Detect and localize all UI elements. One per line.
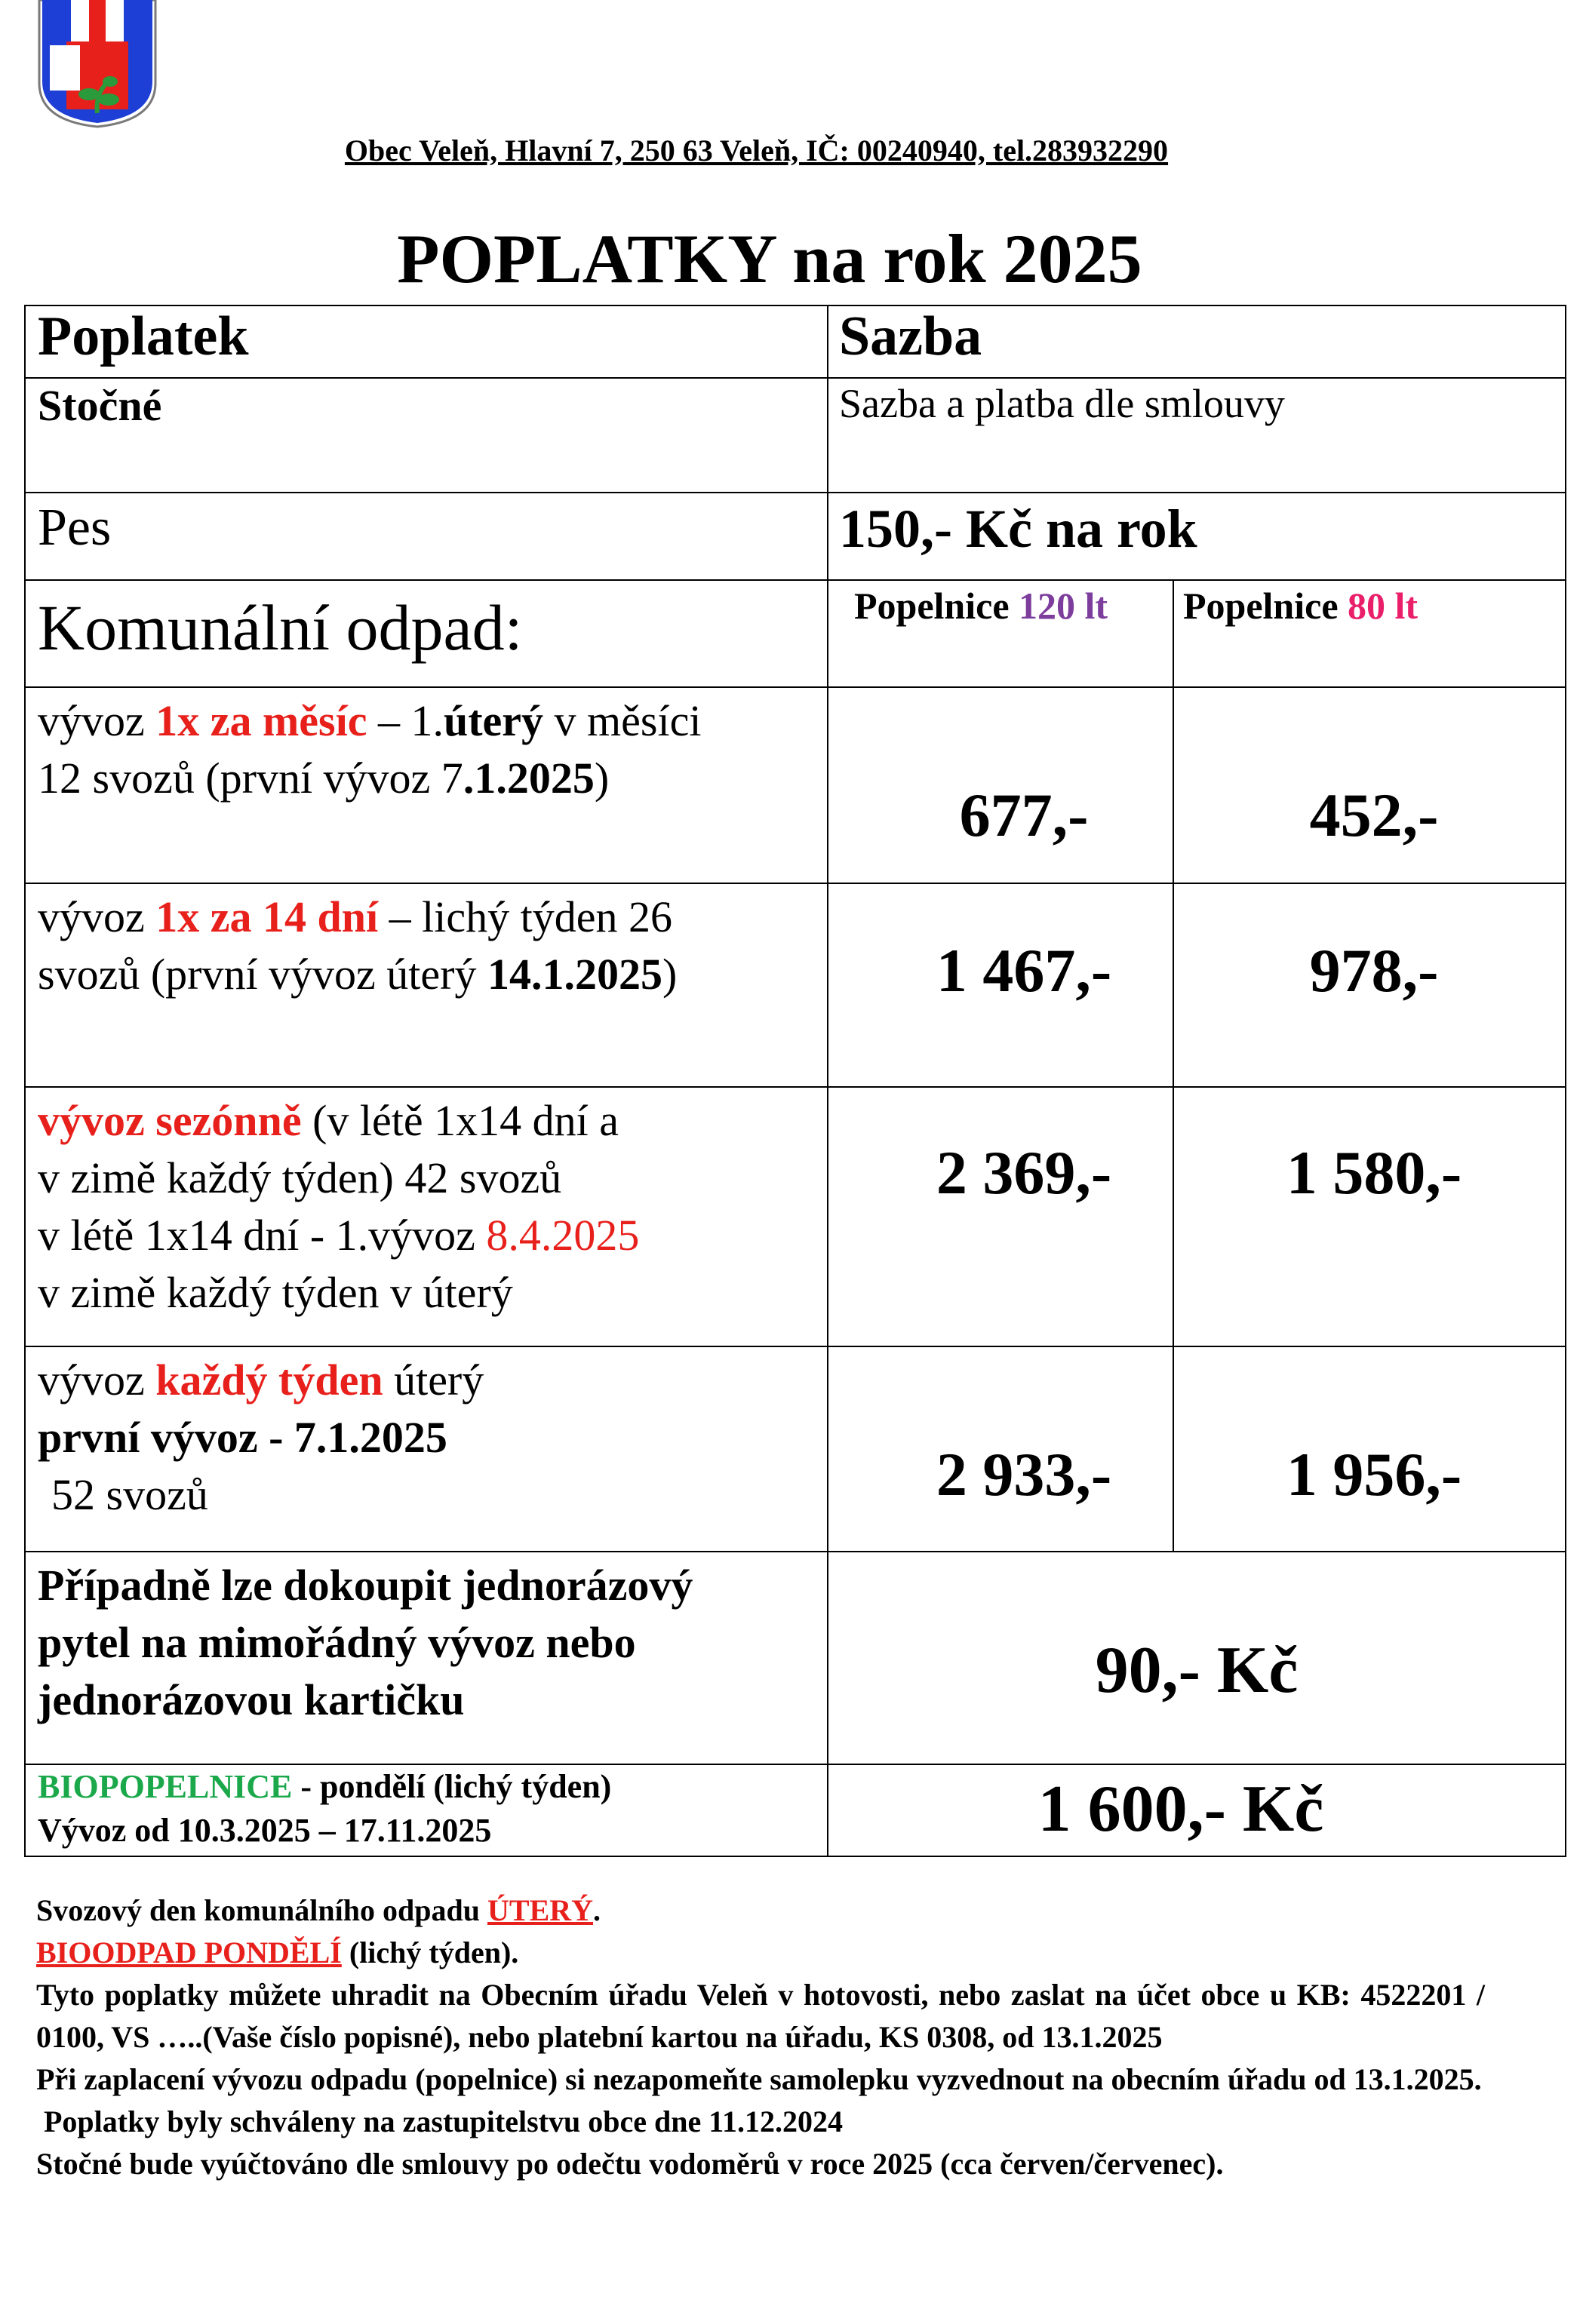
row4-text: vývoz <box>38 1355 156 1405</box>
row6-description <box>38 1765 611 1853</box>
row1-text: v měsíci <box>543 696 702 745</box>
table-border <box>24 492 1566 493</box>
bin-120-size: 120 lt <box>1019 585 1108 627</box>
table-border <box>24 377 1566 379</box>
row3-price-80: 1 580,- <box>1286 1138 1462 1207</box>
row1-text: vývoz <box>38 696 156 745</box>
row3-text: v zimě každý týden) 42 svozů <box>38 1153 562 1202</box>
column-header-rate: Sazba <box>839 305 982 367</box>
waste-label: Komunální odpad: <box>38 591 523 664</box>
table-border <box>827 305 828 1857</box>
row6-price: 1 600,- Kč <box>1037 1773 1324 1846</box>
page-title: POPLATKY na rok 2025 <box>397 220 1142 297</box>
row3-text: v létě 1x14 dní - 1.vývoz <box>38 1211 487 1260</box>
municipality-address: Obec Veleň, Hlavní 7, 250 63 Veleň, IČ: 00240940, tel.283932290 <box>344 134 1169 167</box>
note-text: (lichý týden). <box>341 1936 519 1969</box>
row2-text: vývoz <box>38 892 156 941</box>
table-border <box>1565 305 1566 1857</box>
row2-date: 14.1.2025 <box>487 950 662 999</box>
column-header-fee: Poplatek <box>38 305 249 367</box>
row1-day: úterý <box>443 696 544 745</box>
stocne-rate: Sazba a platba dle smlouvy <box>839 381 1285 426</box>
table-border <box>24 1346 1566 1347</box>
row4-text: 52 svozů <box>51 1470 208 1519</box>
row6-text: Vývoz od 10.3.2025 – 17.11.2025 <box>38 1812 492 1849</box>
row3-text: (v létě 1x14 dní a <box>301 1096 619 1145</box>
note-day-highlight: ÚTERÝ <box>487 1893 594 1927</box>
row5-text: jednorázovou kartičku <box>38 1675 465 1724</box>
table-border <box>1173 579 1174 1551</box>
note-collection-day <box>36 1890 1485 1932</box>
row3-price-120: 2 369,- <box>936 1138 1112 1207</box>
row1-text: – 1. <box>367 696 444 745</box>
note-sticker: Při zaplacení vývozu odpadu (popelnice) si nezapomeňte samolepku vyzvednout na obecním úřadu od 13.1.2025. <box>36 2062 1482 2096</box>
row5-text: pytel na mimořádný vývoz nebo <box>38 1618 636 1667</box>
bin-80-size: 80 lt <box>1348 585 1419 627</box>
bin-80-prefix: Popelnice <box>1183 585 1348 627</box>
note-sewage: Stočné bude vyúčtováno dle smlouvy po odečtu vodoměrů v roce 2025 (cca červen/červenec). <box>36 2147 1224 2181</box>
bin-120-header <box>854 584 1108 628</box>
fee-table <box>24 305 1566 1857</box>
row4-frequency: každý týden <box>155 1355 383 1405</box>
table-border <box>24 1551 1566 1552</box>
row4-price-120: 2 933,- <box>936 1440 1112 1509</box>
table-border <box>24 1086 1566 1088</box>
row6-text: - pondělí (lichý týden) <box>292 1768 612 1805</box>
row2-description <box>38 889 677 1003</box>
row4-price-80: 1 956,- <box>1286 1440 1462 1509</box>
bin-120-prefix: Popelnice <box>854 585 1019 627</box>
table-border <box>24 1856 1566 1857</box>
biopopelnice-label: BIOPOPELNICE <box>38 1768 293 1805</box>
row2-price-120: 1 467,- <box>936 936 1112 1005</box>
row1-frequency: 1x za měsíc <box>155 696 367 745</box>
stocne-label: Stočné <box>38 381 162 430</box>
pes-label: Pes <box>38 499 112 557</box>
coat-of-arms-icon <box>36 0 158 128</box>
row3-frequency: vývoz sezónně <box>38 1096 302 1145</box>
row5-price: 90,- Kč <box>1095 1634 1299 1707</box>
row2-text: ) <box>662 950 678 999</box>
note-text: Svozový den komunálního odpadu <box>36 1893 488 1927</box>
row3-text: v zimě každý týden v úterý <box>38 1268 513 1317</box>
row3-description <box>38 1092 639 1322</box>
table-border <box>24 686 1566 688</box>
row2-text: svozů (první vývoz úterý <box>38 950 487 999</box>
note-text: . <box>593 1893 601 1927</box>
row5-text: Případně lze dokoupit jednorázový <box>38 1561 693 1610</box>
note-approval: Poplatky byly schváleny na zastupitelstvu obce dne 11.12.2024 <box>36 2104 844 2138</box>
row1-date: .1.2025 <box>463 754 595 803</box>
row1-price-80: 452,- <box>1309 781 1439 849</box>
row2-price-80: 978,- <box>1309 936 1439 1005</box>
row2-frequency: 1x za 14 dní <box>155 892 379 941</box>
row5-description <box>38 1557 693 1729</box>
pes-rate: 150,- Kč na rok <box>839 499 1197 559</box>
note-bio-day <box>36 1932 1485 1974</box>
table-border <box>24 579 1566 581</box>
note-payment: Tyto poplatky můžete uhradit na Obecním úřadu Veleň v hotovosti, nebo zaslat na účet obce u KB: 4522201 / 0100, VS …..(Vaše číslo popisné), nebo platební kartou na úřadu, KS 0308, od 13.1.2025 <box>36 1978 1485 2054</box>
row1-text: 12 svozů (první vývoz 7 <box>38 754 463 803</box>
notes <box>36 1890 1485 2185</box>
bin-80-header <box>1183 584 1418 628</box>
row2-text: – lichý týden 26 <box>378 892 672 941</box>
table-border <box>24 305 1566 306</box>
row1-text: ) <box>594 754 610 803</box>
row3-date: 8.4.2025 <box>486 1211 640 1260</box>
row1-price-120: 677,- <box>959 781 1089 849</box>
note-bio-highlight: BIOODPAD PONDĚLÍ <box>36 1936 342 1969</box>
row4-description <box>38 1352 484 1524</box>
table-border <box>24 883 1566 884</box>
table-border <box>24 305 26 1857</box>
row4-first-date: první vývoz - 7.1.2025 <box>38 1413 447 1462</box>
row1-description <box>38 692 701 807</box>
row4-text: úterý <box>383 1355 484 1405</box>
